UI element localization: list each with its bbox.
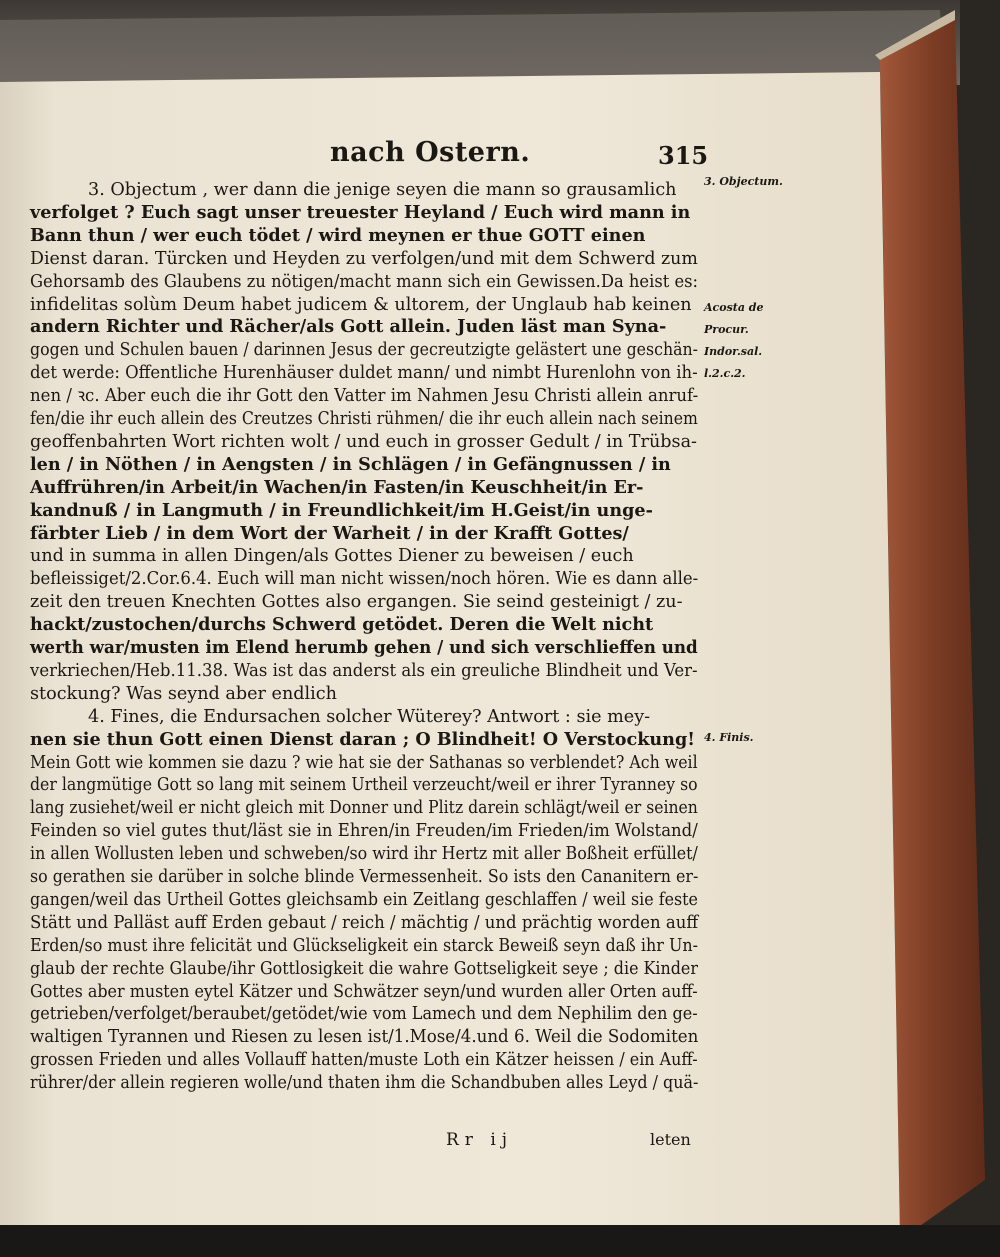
text-line: verfolget ? Euch sagt unser treuester Heyland / Euch wird mann in: [30, 201, 691, 223]
text-line: det werde: Offentliche Hurenhäuser duldet mann/ und nimbt Hurenlohn von ih-: [30, 363, 698, 384]
text-line: geoffenbahrten Wort richten wolt / und euch in grosser Gedult / in Trübsa-: [30, 431, 697, 452]
text-line: Dienst daran. Türcken und Heyden zu verfolgen/und mit dem Schwerd zum: [30, 248, 698, 269]
bottom-strip: [0, 1225, 1000, 1257]
text-line: fen/die ihr euch allein des Creutzes Christi rühmen/ die ihr euch allein nach seinem: [30, 409, 698, 429]
text-line: waltigen Tyrannen und Riesen zu lesen ist/1.Mose/4.und 6. Weil die Sodomiten: [30, 1027, 699, 1048]
catchword: leten: [650, 1130, 691, 1149]
text-line: grossen Frieden und alles Vollauff hatten/muste Loth ein Kätzer heissen / ein Auff-: [30, 1050, 698, 1071]
running-head: nach Ostern.: [330, 137, 531, 168]
marginal-note-chapter: l.2.c.2.: [704, 367, 746, 380]
text-line: infidelitas solùm Deum habet judicem & ultorem, der Unglaub hab keinen: [30, 294, 692, 315]
text-line: hackt/zustochen/durchs Schwerd getödet. Deren die Welt nicht: [30, 614, 654, 636]
page-number: 315: [658, 141, 709, 170]
signature-mark: Rr ij: [446, 1130, 514, 1150]
text-line: andern Richter und Rächer/als Gott allein. Juden läst man Syna-: [30, 316, 667, 338]
text-line: und in summa in allen Dingen/als Gottes Diener zu beweisen / euch: [30, 546, 634, 567]
text-line: gogen und Schulen bauen / darinnen Jesus der gecreutzigte gelästert une geschän-: [30, 340, 698, 361]
text-line: Stätt und Palläst auff Erden gebaut / reich / mächtig / und prächtig worden auff: [30, 912, 699, 933]
text-line: Mein Gott wie kommen sie dazu ? wie hat sie der Sathanas so verblendet? Ach weil: [30, 752, 698, 773]
text-line: färbter Lieb / in dem Wort der Warheit / in der Krafft Gottes/: [30, 522, 629, 544]
text-line: der langmütige Gott so lang mit seinem Urtheil verzeucht/weil er ihrer Tyranney so: [30, 775, 698, 796]
marginal-note-acosta: Acosta de: [704, 301, 764, 314]
page-text-block: [30, 133, 710, 1094]
text-line: kandnuß / in Langmuth / in Freundlichkeit/im H.Geist/in unge-: [30, 499, 653, 521]
text-line: 4. Fines, die Endursachen solcher Wüterey? Antwort : sie mey-: [88, 706, 651, 727]
text-line: befleissiget/2.Cor.6.4. Euch will man nicht wissen/noch hören. Wie es dann alle-: [30, 569, 699, 590]
text-line: gangen/weil das Urtheil Gottes gleichsamb ein Zeitlang geschlaffen / weil sie feste: [30, 889, 698, 910]
text-line: 3. Objectum , wer dann die jenige seyen die mann so grausamlich: [88, 180, 677, 200]
text-line: glaub der rechte Glaube/ihr Gottlosigkeit die wahre Gottseligkeit seye ; die Kinder: [30, 958, 698, 979]
text-line: lang zusiehet/weil er nicht gleich mit Donner und Plitz darein schlägt/weil er seinen: [30, 798, 698, 819]
text-line: in allen Wollusten leben und schweben/so wird ihr Hertz mit aller Boßheit erfüllet/: [30, 844, 698, 865]
text-line: nen / ꝛc. Aber euch die ihr Gott den Vatter im Nahmen Jesu Christi allein anruf-: [30, 386, 699, 407]
text-line: Gottes aber musten eytel Kätzer und Schwätzer seyn/und wurden aller Orten auff-: [30, 981, 698, 1002]
text-line: stockung? Was seynd aber endlich: [30, 683, 337, 704]
text-line: nen sie thun Gott einen Dienst daran ; O Blindheit! O Verstockung!: [30, 728, 695, 750]
text-line: len / in Nöthen / in Aengsten / in Schlägen / in Gefängnussen / in: [30, 453, 671, 475]
marginal-note-finis: 4. Finis.: [704, 731, 754, 744]
marginal-note-objectum: 3. Objectum.: [704, 175, 783, 188]
text-line: rührer/der allein regieren wolle/und thaten ihm die Schandbuben alles Leyd / quä-: [30, 1073, 699, 1094]
text-line: getrieben/verfolget/beraubet/getödet/wie vom Lamech und dem Nephilim den ge-: [30, 1004, 698, 1025]
marginal-note-indor: Indor.sal.: [704, 345, 763, 358]
text-line: Feinden so viel gutes thut/läst sie in Ehren/in Freuden/im Frieden/im Wolstand/: [30, 821, 698, 842]
text-line: verkriechen/Heb.11.38. Was ist das anderst als ein greuliche Blindheit und Ver-: [30, 660, 698, 681]
page-header: [30, 133, 710, 179]
text-line: Auffrühren/in Arbeit/in Wachen/in Fasten/in Keuschheit/in Er-: [30, 476, 644, 498]
marginal-note-procur: Procur.: [704, 323, 749, 336]
text-line: Erden/so must ihre felicität und Glückseligkeit ein starck Beweiß seyn daß ihr Un-: [30, 935, 699, 956]
text-line: Bann thun / wer euch tödet / wird meynen er thue GOTT einen: [30, 224, 646, 246]
text-line: so gerathen sie darüber in solche blinde Vermessenheit. So ists den Cananitern er-: [30, 867, 699, 887]
text-line: Gehorsamb des Glaubens zu nötigen/macht mann sich ein Gewissen.Da heist es:: [30, 271, 699, 292]
text-line: werth war/musten im Elend herumb gehen / und sich verschlieffen und: [30, 637, 698, 658]
text-line: zeit den treuen Knechten Gottes also ergangen. Sie seind gesteinigt / zu-: [30, 592, 683, 613]
